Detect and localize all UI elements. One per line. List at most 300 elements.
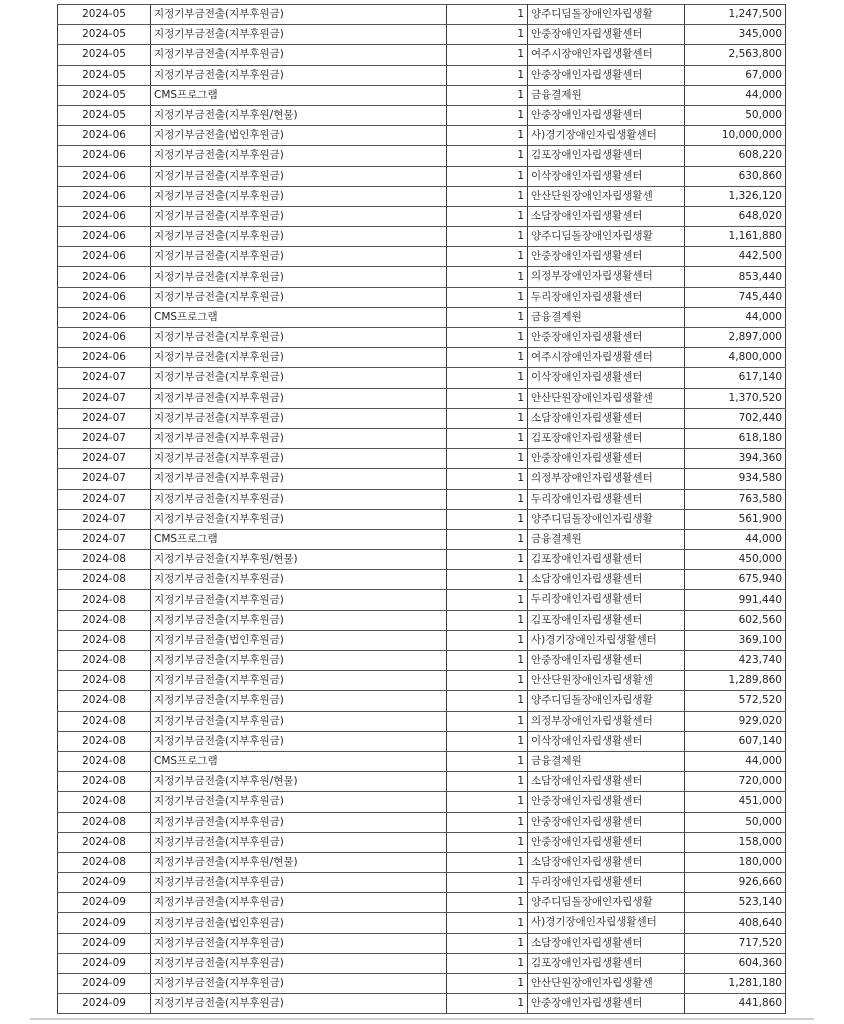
- item-cell: 지정기부금전출(지부후원금): [151, 974, 447, 994]
- item-cell: 지정기부금전출(지부후원금): [151, 651, 447, 671]
- table-row: [58, 25, 786, 45]
- table-row: [58, 126, 786, 146]
- period-cell: 2024-08: [58, 812, 151, 832]
- quantity-cell: 1: [447, 25, 528, 45]
- table-row: [58, 873, 786, 893]
- item-cell: 지정기부금전출(지부후원금): [151, 610, 447, 630]
- table-row: [58, 751, 786, 771]
- item-cell: 지정기부금전출(지부후원금): [151, 812, 447, 832]
- item-cell: CMS프로그램: [151, 751, 447, 771]
- recipient-cell: 안중장애인자립생활센터: [528, 449, 685, 469]
- amount-cell: 1,161,880: [685, 227, 786, 247]
- recipient-cell: 양주디딤돌장애인자립생활: [528, 5, 685, 25]
- quantity-cell: 1: [447, 489, 528, 509]
- period-cell: 2024-05: [58, 5, 151, 25]
- quantity-cell: 1: [447, 731, 528, 751]
- quantity-cell: 1: [447, 85, 528, 105]
- item-cell: 지정기부금전출(지부후원금): [151, 65, 447, 85]
- amount-cell: 451,000: [685, 792, 786, 812]
- quantity-cell: 1: [447, 287, 528, 307]
- table-row: [58, 590, 786, 610]
- item-cell: 지정기부금전출(지부후원금): [151, 408, 447, 428]
- amount-cell: 929,020: [685, 711, 786, 731]
- item-cell: 지정기부금전출(지부후원금): [151, 469, 447, 489]
- amount-cell: 44,000: [685, 307, 786, 327]
- amount-cell: 423,740: [685, 651, 786, 671]
- recipient-cell: 금융결제원: [528, 529, 685, 549]
- period-cell: 2024-09: [58, 873, 151, 893]
- item-cell: 지정기부금전출(지부후원금): [151, 731, 447, 751]
- period-cell: 2024-08: [58, 772, 151, 792]
- table-row: [58, 852, 786, 872]
- item-cell: 지정기부금전출(법인후원금): [151, 630, 447, 650]
- period-cell: 2024-08: [58, 792, 151, 812]
- period-cell: 2024-08: [58, 832, 151, 852]
- table-row: [58, 994, 786, 1014]
- table-row: [58, 45, 786, 65]
- amount-cell: 10,000,000: [685, 126, 786, 146]
- recipient-cell: 안산단원장애인자립생활센: [528, 388, 685, 408]
- table-row: [58, 509, 786, 529]
- amount-cell: 441,860: [685, 994, 786, 1014]
- table-row: [58, 812, 786, 832]
- recipient-cell: 금융결제원: [528, 307, 685, 327]
- recipient-cell: 의정부장애인자립생활센터: [528, 267, 685, 287]
- amount-cell: 853,440: [685, 267, 786, 287]
- quantity-cell: 1: [447, 227, 528, 247]
- amount-cell: 934,580: [685, 469, 786, 489]
- period-cell: 2024-07: [58, 408, 151, 428]
- item-cell: CMS프로그램: [151, 529, 447, 549]
- item-cell: 지정기부금전출(지부후원금): [151, 348, 447, 368]
- table-row: [58, 368, 786, 388]
- recipient-cell: 사)경기장애인자립생활센터: [528, 126, 685, 146]
- recipient-cell: 김포장애인자립생활센터: [528, 610, 685, 630]
- recipient-cell: 소담장애인자립생활센터: [528, 852, 685, 872]
- period-cell: 2024-06: [58, 166, 151, 186]
- period-cell: 2024-05: [58, 25, 151, 45]
- recipient-cell: 사)경기장애인자립생활센터: [528, 913, 685, 933]
- recipient-cell: 여주시장애인자립생활센터: [528, 348, 685, 368]
- item-cell: 지정기부금전출(지부후원/현물): [151, 772, 447, 792]
- period-cell: 2024-06: [58, 267, 151, 287]
- table-row: [58, 146, 786, 166]
- amount-cell: 608,220: [685, 146, 786, 166]
- period-cell: 2024-06: [58, 126, 151, 146]
- quantity-cell: 1: [447, 974, 528, 994]
- period-cell: 2024-06: [58, 227, 151, 247]
- period-cell: 2024-09: [58, 913, 151, 933]
- quantity-cell: 1: [447, 146, 528, 166]
- item-cell: 지정기부금전출(지부후원금): [151, 570, 447, 590]
- amount-cell: 369,100: [685, 630, 786, 650]
- period-cell: 2024-08: [58, 691, 151, 711]
- recipient-cell: 안중장애인자립생활센터: [528, 832, 685, 852]
- item-cell: 지정기부금전출(지부후원금): [151, 5, 447, 25]
- item-cell: 지정기부금전출(지부후원금): [151, 166, 447, 186]
- table-row: [58, 792, 786, 812]
- item-cell: 지정기부금전출(지부후원금): [151, 247, 447, 267]
- amount-cell: 675,940: [685, 570, 786, 590]
- recipient-cell: 안중장애인자립생활센터: [528, 792, 685, 812]
- recipient-cell: 안산단원장애인자립생활센: [528, 671, 685, 691]
- period-cell: 2024-06: [58, 348, 151, 368]
- quantity-cell: 1: [447, 570, 528, 590]
- table-row: [58, 408, 786, 428]
- table-row: [58, 711, 786, 731]
- quantity-cell: 1: [447, 590, 528, 610]
- quantity-cell: 1: [447, 166, 528, 186]
- quantity-cell: 1: [447, 610, 528, 630]
- period-cell: 2024-05: [58, 45, 151, 65]
- quantity-cell: 1: [447, 469, 528, 489]
- item-cell: 지정기부금전출(지부후원/현물): [151, 550, 447, 570]
- recipient-cell: 소담장애인자립생활센터: [528, 206, 685, 226]
- amount-cell: 158,000: [685, 832, 786, 852]
- table-row: [58, 287, 786, 307]
- quantity-cell: 1: [447, 529, 528, 549]
- amount-cell: 180,000: [685, 852, 786, 872]
- period-cell: 2024-08: [58, 731, 151, 751]
- table-row: [58, 186, 786, 206]
- recipient-cell: 안중장애인자립생활센터: [528, 812, 685, 832]
- item-cell: 지정기부금전출(지부후원금): [151, 25, 447, 45]
- period-cell: 2024-08: [58, 671, 151, 691]
- item-cell: 지정기부금전출(법인후원금): [151, 913, 447, 933]
- item-cell: 지정기부금전출(지부후원금): [151, 227, 447, 247]
- recipient-cell: 두리장애인자립생활센터: [528, 873, 685, 893]
- amount-cell: 1,289,860: [685, 671, 786, 691]
- recipient-cell: 김포장애인자립생활센터: [528, 146, 685, 166]
- period-cell: 2024-07: [58, 509, 151, 529]
- quantity-cell: 1: [447, 206, 528, 226]
- amount-cell: 44,000: [685, 751, 786, 771]
- item-cell: 지정기부금전출(지부후원금): [151, 206, 447, 226]
- quantity-cell: 1: [447, 388, 528, 408]
- item-cell: 지정기부금전출(지부후원금): [151, 328, 447, 348]
- quantity-cell: 1: [447, 933, 528, 953]
- quantity-cell: 1: [447, 651, 528, 671]
- bottom-divider: [30, 1018, 814, 1020]
- amount-cell: 604,360: [685, 953, 786, 973]
- period-cell: 2024-07: [58, 368, 151, 388]
- recipient-cell: 두리장애인자립생활센터: [528, 287, 685, 307]
- amount-cell: 607,140: [685, 731, 786, 751]
- recipient-cell: 두리장애인자립생활센터: [528, 590, 685, 610]
- recipient-cell: 안산단원장애인자립생활센: [528, 186, 685, 206]
- period-cell: 2024-07: [58, 388, 151, 408]
- quantity-cell: 1: [447, 408, 528, 428]
- quantity-cell: 1: [447, 792, 528, 812]
- table-row: [58, 529, 786, 549]
- table-row: [58, 307, 786, 327]
- amount-cell: 450,000: [685, 550, 786, 570]
- table-row: [58, 489, 786, 509]
- quantity-cell: 1: [447, 812, 528, 832]
- period-cell: 2024-08: [58, 711, 151, 731]
- amount-cell: 1,281,180: [685, 974, 786, 994]
- table-row: [58, 85, 786, 105]
- table-row: [58, 933, 786, 953]
- recipient-cell: 안중장애인자립생활센터: [528, 25, 685, 45]
- recipient-cell: 소담장애인자립생활센터: [528, 570, 685, 590]
- item-cell: 지정기부금전출(지부후원금): [151, 933, 447, 953]
- item-cell: CMS프로그램: [151, 85, 447, 105]
- quantity-cell: 1: [447, 671, 528, 691]
- quantity-cell: 1: [447, 328, 528, 348]
- quantity-cell: 1: [447, 751, 528, 771]
- quantity-cell: 1: [447, 45, 528, 65]
- quantity-cell: 1: [447, 852, 528, 872]
- period-cell: 2024-06: [58, 186, 151, 206]
- period-cell: 2024-08: [58, 550, 151, 570]
- recipient-cell: 안중장애인자립생활센터: [528, 994, 685, 1014]
- item-cell: 지정기부금전출(지부후원금): [151, 186, 447, 206]
- table-row: [58, 166, 786, 186]
- recipient-cell: 양주디딤돌장애인자립생활: [528, 227, 685, 247]
- quantity-cell: 1: [447, 772, 528, 792]
- item-cell: 지정기부금전출(지부후원금): [151, 428, 447, 448]
- recipient-cell: 안중장애인자립생활센터: [528, 65, 685, 85]
- amount-cell: 763,580: [685, 489, 786, 509]
- amount-cell: 572,520: [685, 691, 786, 711]
- amount-cell: 630,860: [685, 166, 786, 186]
- item-cell: 지정기부금전출(지부후원금): [151, 368, 447, 388]
- amount-cell: 2,563,800: [685, 45, 786, 65]
- amount-cell: 50,000: [685, 105, 786, 125]
- period-cell: 2024-07: [58, 529, 151, 549]
- quantity-cell: 1: [447, 65, 528, 85]
- table-row: [58, 913, 786, 933]
- quantity-cell: 1: [447, 994, 528, 1014]
- table-row: [58, 953, 786, 973]
- amount-cell: 4,800,000: [685, 348, 786, 368]
- period-cell: 2024-05: [58, 65, 151, 85]
- recipient-cell: 사)경기장애인자립생활센터: [528, 630, 685, 650]
- amount-cell: 617,140: [685, 368, 786, 388]
- table-row: [58, 105, 786, 125]
- recipient-cell: 소담장애인자립생활센터: [528, 772, 685, 792]
- quantity-cell: 1: [447, 247, 528, 267]
- recipient-cell: 이삭장애인자립생활센터: [528, 368, 685, 388]
- period-cell: 2024-06: [58, 247, 151, 267]
- quantity-cell: 1: [447, 186, 528, 206]
- amount-cell: 394,360: [685, 449, 786, 469]
- amount-cell: 345,000: [685, 25, 786, 45]
- item-cell: 지정기부금전출(지부후원금): [151, 711, 447, 731]
- quantity-cell: 1: [447, 953, 528, 973]
- quantity-cell: 1: [447, 449, 528, 469]
- period-cell: 2024-08: [58, 651, 151, 671]
- period-cell: 2024-07: [58, 489, 151, 509]
- amount-cell: 523,140: [685, 893, 786, 913]
- donation-ledger-table: [57, 4, 786, 1014]
- recipient-cell: 안중장애인자립생활센터: [528, 328, 685, 348]
- recipient-cell: 양주디딤돌장애인자립생활: [528, 509, 685, 529]
- amount-cell: 50,000: [685, 812, 786, 832]
- amount-cell: 1,370,520: [685, 388, 786, 408]
- table-row: [58, 630, 786, 650]
- quantity-cell: 1: [447, 913, 528, 933]
- amount-cell: 44,000: [685, 85, 786, 105]
- table-row: [58, 570, 786, 590]
- item-cell: 지정기부금전출(법인후원금): [151, 126, 447, 146]
- recipient-cell: 의정부장애인자립생활센터: [528, 469, 685, 489]
- period-cell: 2024-08: [58, 852, 151, 872]
- period-cell: 2024-08: [58, 610, 151, 630]
- table-row: [58, 267, 786, 287]
- table-row: [58, 5, 786, 25]
- item-cell: 지정기부금전출(지부후원/현물): [151, 852, 447, 872]
- item-cell: 지정기부금전출(지부후원금): [151, 953, 447, 973]
- recipient-cell: 금융결제원: [528, 751, 685, 771]
- amount-cell: 1,326,120: [685, 186, 786, 206]
- recipient-cell: 두리장애인자립생활센터: [528, 489, 685, 509]
- quantity-cell: 1: [447, 307, 528, 327]
- recipient-cell: 이삭장애인자립생활센터: [528, 731, 685, 751]
- amount-cell: 602,560: [685, 610, 786, 630]
- quantity-cell: 1: [447, 105, 528, 125]
- amount-cell: 702,440: [685, 408, 786, 428]
- recipient-cell: 김포장애인자립생활센터: [528, 953, 685, 973]
- item-cell: 지정기부금전출(지부후원금): [151, 509, 447, 529]
- table-row: [58, 469, 786, 489]
- table-row: [58, 328, 786, 348]
- quantity-cell: 1: [447, 873, 528, 893]
- amount-cell: 720,000: [685, 772, 786, 792]
- item-cell: 지정기부금전출(지부후원금): [151, 267, 447, 287]
- table-row: [58, 974, 786, 994]
- recipient-cell: 소담장애인자립생활센터: [528, 933, 685, 953]
- recipient-cell: 양주디딤돌장애인자립생활: [528, 691, 685, 711]
- table-row: [58, 610, 786, 630]
- amount-cell: 442,500: [685, 247, 786, 267]
- period-cell: 2024-05: [58, 105, 151, 125]
- amount-cell: 717,520: [685, 933, 786, 953]
- amount-cell: 991,440: [685, 590, 786, 610]
- table-row: [58, 691, 786, 711]
- item-cell: 지정기부금전출(지부후원금): [151, 146, 447, 166]
- item-cell: CMS프로그램: [151, 307, 447, 327]
- amount-cell: 745,440: [685, 287, 786, 307]
- period-cell: 2024-07: [58, 428, 151, 448]
- period-cell: 2024-09: [58, 893, 151, 913]
- period-cell: 2024-06: [58, 146, 151, 166]
- table-row: [58, 388, 786, 408]
- recipient-cell: 의정부장애인자립생활센터: [528, 711, 685, 731]
- item-cell: 지정기부금전출(지부후원금): [151, 388, 447, 408]
- table-row: [58, 428, 786, 448]
- amount-cell: 2,897,000: [685, 328, 786, 348]
- quantity-cell: 1: [447, 267, 528, 287]
- table-row: [58, 247, 786, 267]
- quantity-cell: 1: [447, 368, 528, 388]
- item-cell: 지정기부금전출(지부후원금): [151, 671, 447, 691]
- amount-cell: 1,247,500: [685, 5, 786, 25]
- recipient-cell: 안중장애인자립생활센터: [528, 105, 685, 125]
- table-row: [58, 449, 786, 469]
- quantity-cell: 1: [447, 348, 528, 368]
- quantity-cell: 1: [447, 711, 528, 731]
- period-cell: 2024-09: [58, 994, 151, 1014]
- quantity-cell: 1: [447, 428, 528, 448]
- period-cell: 2024-09: [58, 953, 151, 973]
- item-cell: 지정기부금전출(지부후원금): [151, 873, 447, 893]
- recipient-cell: 안중장애인자립생활센터: [528, 651, 685, 671]
- amount-cell: 618,180: [685, 428, 786, 448]
- table-row: [58, 731, 786, 751]
- table-row: [58, 348, 786, 368]
- period-cell: 2024-06: [58, 307, 151, 327]
- amount-cell: 648,020: [685, 206, 786, 226]
- table-row: [58, 832, 786, 852]
- item-cell: 지정기부금전출(지부후원금): [151, 893, 447, 913]
- recipient-cell: 이삭장애인자립생활센터: [528, 166, 685, 186]
- item-cell: 지정기부금전출(지부후원금): [151, 287, 447, 307]
- period-cell: 2024-05: [58, 85, 151, 105]
- table-row: [58, 893, 786, 913]
- item-cell: 지정기부금전출(지부후원금): [151, 590, 447, 610]
- recipient-cell: 안산단원장애인자립생활센: [528, 974, 685, 994]
- quantity-cell: 1: [447, 509, 528, 529]
- item-cell: 지정기부금전출(지부후원금): [151, 449, 447, 469]
- amount-cell: 408,640: [685, 913, 786, 933]
- recipient-cell: 여주시장애인자립생활센터: [528, 45, 685, 65]
- period-cell: 2024-06: [58, 287, 151, 307]
- amount-cell: 561,900: [685, 509, 786, 529]
- period-cell: 2024-07: [58, 449, 151, 469]
- quantity-cell: 1: [447, 691, 528, 711]
- item-cell: 지정기부금전출(지부후원금): [151, 45, 447, 65]
- item-cell: 지정기부금전출(지부후원금): [151, 994, 447, 1014]
- recipient-cell: 김포장애인자립생활센터: [528, 428, 685, 448]
- period-cell: 2024-08: [58, 751, 151, 771]
- quantity-cell: 1: [447, 630, 528, 650]
- table-row: [58, 772, 786, 792]
- table-row: [58, 550, 786, 570]
- period-cell: 2024-06: [58, 328, 151, 348]
- quantity-cell: 1: [447, 5, 528, 25]
- period-cell: 2024-09: [58, 933, 151, 953]
- period-cell: 2024-09: [58, 974, 151, 994]
- amount-cell: 926,660: [685, 873, 786, 893]
- item-cell: 지정기부금전출(지부후원금): [151, 691, 447, 711]
- period-cell: 2024-07: [58, 469, 151, 489]
- table-row: [58, 651, 786, 671]
- recipient-cell: 소담장애인자립생활센터: [528, 408, 685, 428]
- period-cell: 2024-08: [58, 630, 151, 650]
- period-cell: 2024-08: [58, 590, 151, 610]
- item-cell: 지정기부금전출(지부후원금): [151, 832, 447, 852]
- quantity-cell: 1: [447, 893, 528, 913]
- quantity-cell: 1: [447, 126, 528, 146]
- period-cell: 2024-08: [58, 570, 151, 590]
- table-row: [58, 65, 786, 85]
- amount-cell: 67,000: [685, 65, 786, 85]
- table-row: [58, 671, 786, 691]
- item-cell: 지정기부금전출(지부후원금): [151, 489, 447, 509]
- item-cell: 지정기부금전출(지부후원/현물): [151, 105, 447, 125]
- period-cell: 2024-06: [58, 206, 151, 226]
- quantity-cell: 1: [447, 550, 528, 570]
- recipient-cell: 안중장애인자립생활센터: [528, 247, 685, 267]
- ledger-body: [58, 5, 786, 1014]
- table-row: [58, 206, 786, 226]
- recipient-cell: 금융결제원: [528, 85, 685, 105]
- recipient-cell: 김포장애인자립생활센터: [528, 550, 685, 570]
- amount-cell: 44,000: [685, 529, 786, 549]
- quantity-cell: 1: [447, 832, 528, 852]
